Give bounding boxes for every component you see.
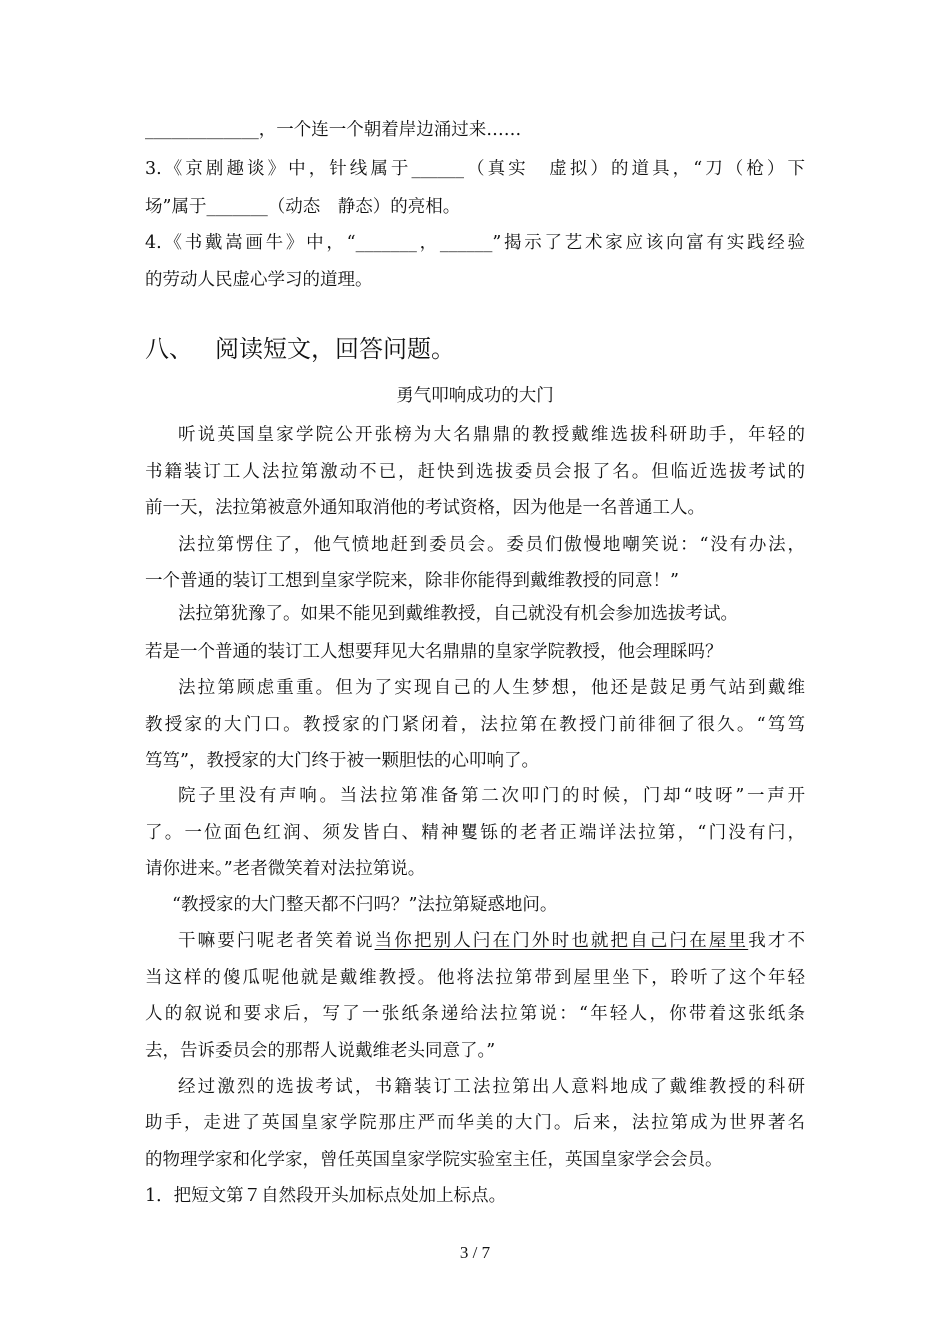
passage-line: 法拉第顾虑重重。但为了实现自己的人生梦想，他还是鼓足勇气站到戴维 [178, 678, 805, 698]
passage-line: 了。一位面色红润、须发皆白、精神矍铄的老者正端详法拉第，“门没有闩， [145, 823, 805, 843]
fill-in-line-1: _____________，一个连一个朝着岸边涌过来…… [145, 120, 522, 140]
unpunctuated-text: 我才不 [748, 931, 806, 951]
section-number: 八、 [145, 335, 193, 363]
page-number: 3 / 7 [459, 1243, 491, 1262]
passage-line [178, 929, 805, 953]
passage-title: 勇气叩响成功的大门 [396, 386, 554, 406]
passage-line: 的物理学家和化学家，曾任英国皇家学院实验室主任，英国皇家学会会员。 [145, 1150, 723, 1170]
passage-line: 教授家的大门口。教授家的门紧闭着，法拉第在教授门前徘徊了很久。“笃笃 [145, 715, 805, 735]
passage-line: 书籍装订工人法拉第激动不已，赶快到选拔委员会报了名。但临近选拔考试的 [145, 462, 805, 482]
underlined-sentence: 当你把别人闩在门外时也就把自己闩在屋里 [374, 931, 749, 951]
passage-line: 助手，走进了英国皇家学院那庄严而华美的大门。后来，法拉第成为世界著名 [145, 1113, 805, 1133]
question-1: 1．把短文第７自然段开头加标点处加上标点。 [145, 1186, 507, 1206]
passage-line: 笃笃”，教授家的大门终于被一颗胆怯的心叩响了。 [145, 751, 539, 771]
passage-line: 前一天，法拉第被意外通知取消他的考试资格，因为他是一名普通工人。 [145, 498, 705, 518]
section-heading [145, 333, 455, 365]
passage-line: 院子里没有声响。当法拉第准备第二次叩门的时候，门却“吱呀”一声开 [178, 786, 805, 806]
unpunctuated-text: 干嘛要闩呢老者笑着说 [178, 931, 375, 951]
passage-line: 法拉第愣住了，他气愤地赶到委员会。委员们傲慢地嘲笑说：“没有办法， [178, 535, 805, 555]
passage-line: 一个普通的装订工想到皇家学院来，除非你能得到戴维教授的同意！” [145, 571, 679, 591]
passage-line: “教授家的大门整天都不闩吗？”法拉第疑惑地问。 [172, 895, 558, 915]
passage-line: 听说英国皇家学院公开张榜为大名鼎鼎的教授戴维选拔科研助手，年轻的 [178, 425, 805, 445]
question-3-line-1: 3.《京剧趣谈》中，针线属于______（真实 虚拟）的道具，“刀（枪）下 [145, 159, 805, 179]
passage-line: 去，告诉委员会的那帮人说戴维老头同意了。” [145, 1041, 496, 1061]
passage-line: 经过激烈的选拔考试，书籍装订工法拉第出人意料地成了戴维教授的科研 [178, 1077, 805, 1097]
passage-line: 法拉第犹豫了。如果不能见到戴维教授，自己就没有机会参加选拔考试。 [178, 604, 738, 624]
section-title: 阅读短文，回答问题。 [215, 335, 455, 363]
passage-line: 当这样的傻瓜呢他就是戴维教授。他将法拉第带到屋里坐下，聆听了这个年轻 [145, 968, 805, 988]
question-4-line-1: 4.《书戴嵩画牛》中，“_______，______”揭示了艺术家应该向富有实践经验 [145, 233, 805, 253]
question-4-line-2: 的劳动人民虚心学习的道理。 [145, 270, 373, 290]
passage-line: 若是一个普通的装订工人想要拜见大名鼎鼎的皇家学院教授，他会理睬吗？ [145, 642, 723, 662]
passage-line: 人的叙说和要求后，写了一张纸条递给法拉第说：“年轻人，你带着这张纸条 [145, 1004, 805, 1024]
question-3-line-2: 场”属于_______（动态 静态）的亮相。 [145, 197, 461, 217]
passage-line: 请你进来。”老者微笑着对法拉第说。 [145, 859, 426, 879]
